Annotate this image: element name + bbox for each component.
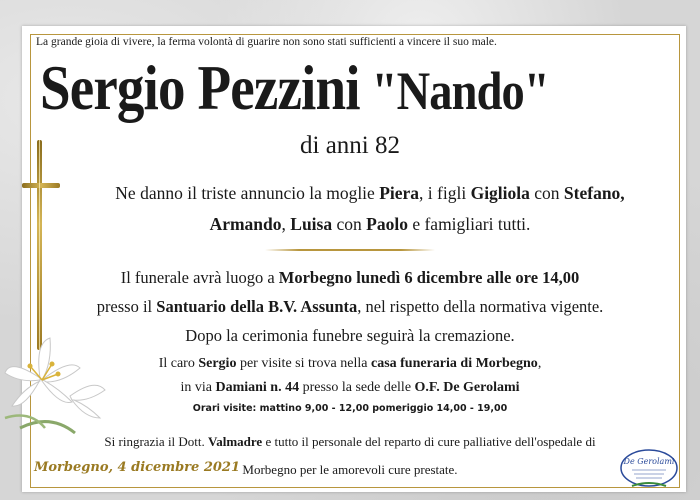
- nickname-text: "Nando": [371, 61, 549, 121]
- age-text: di anni 82: [300, 132, 400, 159]
- announcement-line-2: Armando, Luisa con Paolo e famigliari tutti.: [209, 214, 531, 234]
- funeral-line-2: presso il Santuario della B.V. Assunta, nel rispetto della normativa vigente.: [96, 297, 604, 316]
- de-gerolami-logo: [618, 446, 680, 492]
- visits-line-2: in via Damiani n. 44 presso la sede delle O.F. De Gerolami: [180, 380, 520, 395]
- logo-text: De Gerolami: [623, 457, 675, 466]
- visits-line-1: Il caro Sergio per visite si trova nella casa funeraria di Morbegno,: [158, 356, 542, 371]
- announcement: [0, 178, 700, 240]
- funeral-line-1: Il funerale avrà luogo a Morbegno lunedì 6 dicembre alle ore 14,00: [120, 268, 580, 287]
- announcement-line-1: Ne danno il triste annuncio la moglie Piera, i figli Gigliola con Stefano,: [115, 183, 625, 203]
- name-text: Sergio Pezzini: [40, 52, 360, 123]
- funeral-line-3: Dopo la cerimonia funebre seguirà la cremazione.: [185, 326, 515, 345]
- deceased-name: [40, 48, 590, 131]
- white-lily-icon: [0, 318, 120, 438]
- date-signature: Morbegno, 4 dicembre 2021: [34, 460, 240, 475]
- thanks-line-2: Morbegno per le amorevoli cure prestate.: [242, 462, 458, 477]
- gold-divider: [265, 249, 435, 251]
- intro-text: La grande gioia di vivere, la ferma volontà di guarire non sono stati sufficienti a vincere il suo male.: [36, 36, 497, 48]
- thanks-line-1: Si ringrazia il Dott. Valmadre e tutto il personale del reparto di cure palliative dell'ospedale di: [104, 434, 596, 449]
- visiting-hours: Orari visite: mattino 9,00 - 12,00 pomeriggio 14,00 - 19,00: [192, 403, 508, 414]
